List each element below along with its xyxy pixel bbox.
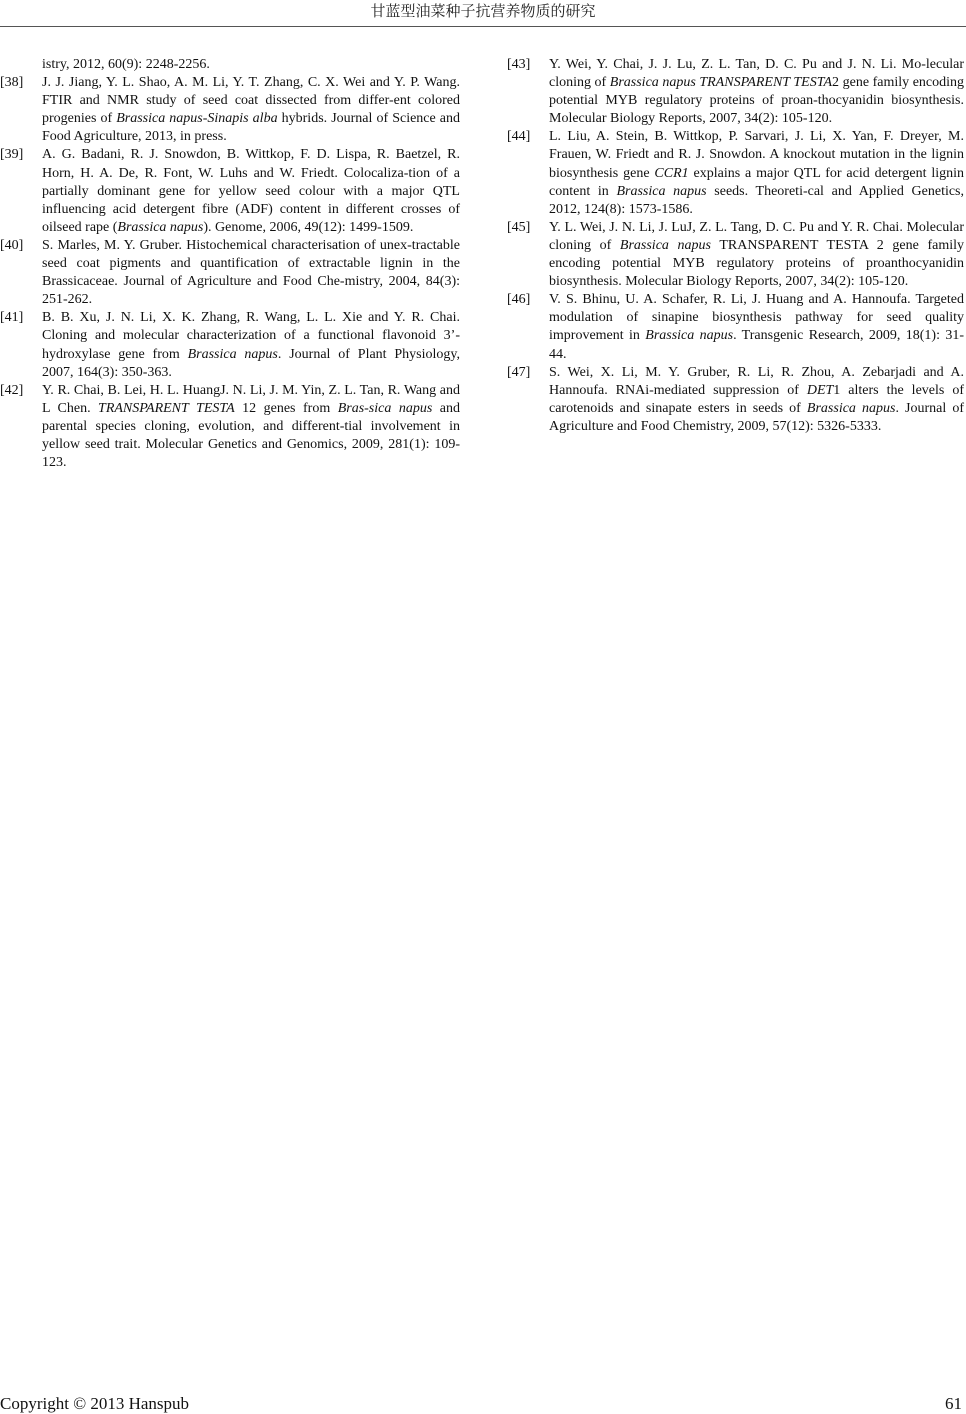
reference-segment: . Journal of Plant Physiology, 2007, 164(3): 350-363. — [42, 346, 461, 380]
italic-term: Bras-sica napus — [337, 400, 433, 416]
running-header: 甘蓝型油菜种子抗营养物质的研究 — [370, 2, 596, 20]
reference-segment: and parental species cloning, evolution, and different-tial involvement in yellow seed trait. Molecular Genetics and Genomics, 2009, 281(1): 109-123. — [42, 400, 460, 471]
reference-segment: Y. L. Wei, J. N. Li, J. LuJ, Z. L. Tang, D. C. Pu and Y. R. Chai. Molecular cloning of — [549, 219, 964, 253]
left-reference-list — [0, 74, 460, 472]
reference-item — [0, 237, 460, 309]
reference-text — [549, 291, 964, 363]
reference-item — [507, 128, 964, 218]
reference-number: [45] — [507, 219, 531, 235]
reference-segment: . Transgenic Research, 2009, 18(1): 31-44. — [549, 328, 964, 362]
italic-term: Brassica napus — [619, 237, 711, 253]
reference-segment: explains a major QTL for acid detergent lignin content in — [549, 165, 964, 199]
reference-number: [47] — [507, 364, 531, 380]
italic-term: Brassica napus — [117, 219, 204, 235]
reference-item — [0, 382, 460, 472]
reference-text — [42, 146, 460, 236]
reference-segment: V. S. Bhinu, U. A. Schafer, R. Li, J. Huang and A. Hannoufa. Targeted modulation of sinapine biosynthesis pathway for seed quality improvement in — [549, 292, 964, 344]
italic-term: Brassica napus TRANSPARENT TESTA — [609, 75, 833, 91]
reference-number: [40] — [0, 237, 24, 253]
reference-item — [507, 219, 964, 291]
reference-segment: 2 gene family encoding potential MYB regulatory proteins of proan-thocyanidin biosynthesis. Molecular Biology Reports, 2007, 34(2): 105-120. — [549, 75, 965, 127]
italic-term: CCR1 — [654, 165, 689, 181]
reference-continuation — [0, 56, 460, 74]
italic-term: Brassica napus — [806, 400, 896, 416]
reference-text — [42, 237, 460, 309]
reference-text — [42, 382, 460, 472]
reference-text — [549, 128, 964, 218]
reference-segment: A. G. Badani, R. J. Snowdon, B. Wittkop, F. D. Lispa, R. Baetzel, R. Horn, H. A. De, R. Font, W. Luhs and W. Friedt. Colocaliza-tion of a partially dominant gene for yellow seed colour with a major QTL influencing acid detergent fibre (ADF) content in different crosses of oilseed rape ( — [42, 147, 460, 235]
reference-segment: L. Liu, A. Stein, B. Wittkop, P. Sarvari, J. Li, X. Yan, F. Dreyer, M. Frauen, W. Friedt and R. J. Snowdon. A knockout mutation in the lignin biosynthesis gene — [549, 129, 964, 181]
reference-number: [41] — [0, 310, 24, 326]
reference-item — [507, 56, 964, 128]
italic-term: Brassica napus-Sinapis alba — [116, 111, 278, 127]
reference-text — [42, 309, 460, 381]
reference-segment: B. B. Xu, J. N. Li, X. K. Zhang, R. Wang, L. L. Xie and Y. R. Chai. Cloning and molecular characterization of a functional flavonoid 3’-hydroxylase gene from — [42, 310, 460, 362]
italic-term: Brassica napus — [645, 328, 734, 344]
italic-term: DET — [806, 382, 834, 398]
reference-number: [43] — [507, 57, 531, 72]
reference-segment: ). Genome, 2006, 49(12): 1499-1509. — [203, 219, 414, 235]
reference-item — [0, 309, 460, 381]
italic-term: TRANSPARENT TESTA — [98, 400, 235, 416]
reference-segment: 12 genes from — [234, 400, 338, 416]
reference-segment: S. Marles, M. Y. Gruber. Histochemical characterisation of unex-tractable seed coat pigments and quantification of extractable lignin in the Brassicaceae. Journal of Agriculture and Food Che-mistry, 2004, 84(3): 251-262. — [42, 237, 460, 308]
reference-segment: J. J. Jiang, Y. L. Shao, A. M. Li, Y. T. Zhang, C. X. Wei and Y. P. Wang. FTIR and NMR study of seed coat dissected from differ-ent colored progenies of — [42, 75, 460, 127]
reference-item — [507, 291, 964, 363]
reference-segment: Y. Wei, Y. Chai, J. J. Lu, Z. L. Tan, D. C. Pu and J. N. Li. Mo-lecular cloning of — [549, 57, 964, 91]
reference-number: [46] — [507, 292, 531, 308]
reference-item — [0, 74, 460, 146]
reference-item — [507, 364, 964, 436]
reference-text — [42, 74, 460, 146]
reference-number: [44] — [507, 129, 531, 145]
header-rule — [0, 26, 966, 27]
reference-number: [38] — [0, 75, 24, 91]
reference-column-right — [507, 56, 964, 436]
reference-number: [39] — [0, 147, 24, 163]
reference-segment: seeds. Theoreti-cal and Applied Genetics, 2012, 124(8): 1573-1586. — [549, 183, 965, 217]
reference-segment: Y. R. Chai, B. Lei, H. L. HuangJ. N. Li, J. M. Yin, Z. L. Tan, R. Wang and L Chen. — [42, 382, 460, 416]
page-number: 61 — [945, 1394, 962, 1413]
reference-text — [549, 219, 964, 291]
reference-number: [42] — [0, 382, 24, 398]
reference-segment: 1 alters the levels of carotenoids and sinapate esters in seeds of — [549, 382, 964, 416]
reference-item — [0, 146, 460, 236]
reference-segment: . Journal of Agriculture and Food Chemistry, 2009, 57(12): 5326-5333. — [549, 400, 964, 434]
continuation-text: istry, 2012, 60(9): 2248-2256. — [42, 57, 210, 72]
right-reference-list — [507, 56, 964, 436]
reference-segment: S. Wei, X. Li, M. Y. Gruber, R. Li, R. Zhou, A. Zebarjadi and A. Hannoufa. RNAi-mediated suppression of — [549, 364, 964, 398]
reference-text — [549, 364, 964, 436]
copyright-notice: Copyright © 2013 Hanspub — [0, 1394, 190, 1413]
italic-term: Brassica napus — [616, 183, 707, 199]
reference-segment: TRANSPARENT TESTA 2 gene family encoding potential MYB regulatory proteins of proanthocyanidin biosynthesis. Molecular Biology Reports, 2007, 34(2): 105-120. — [549, 237, 965, 290]
reference-segment: hybrids. Journal of Science and Food Agriculture, 2013, in press. — [42, 111, 461, 145]
reference-column-left — [0, 56, 460, 472]
italic-term: Brassica napus — [187, 346, 278, 362]
reference-text — [549, 56, 964, 128]
